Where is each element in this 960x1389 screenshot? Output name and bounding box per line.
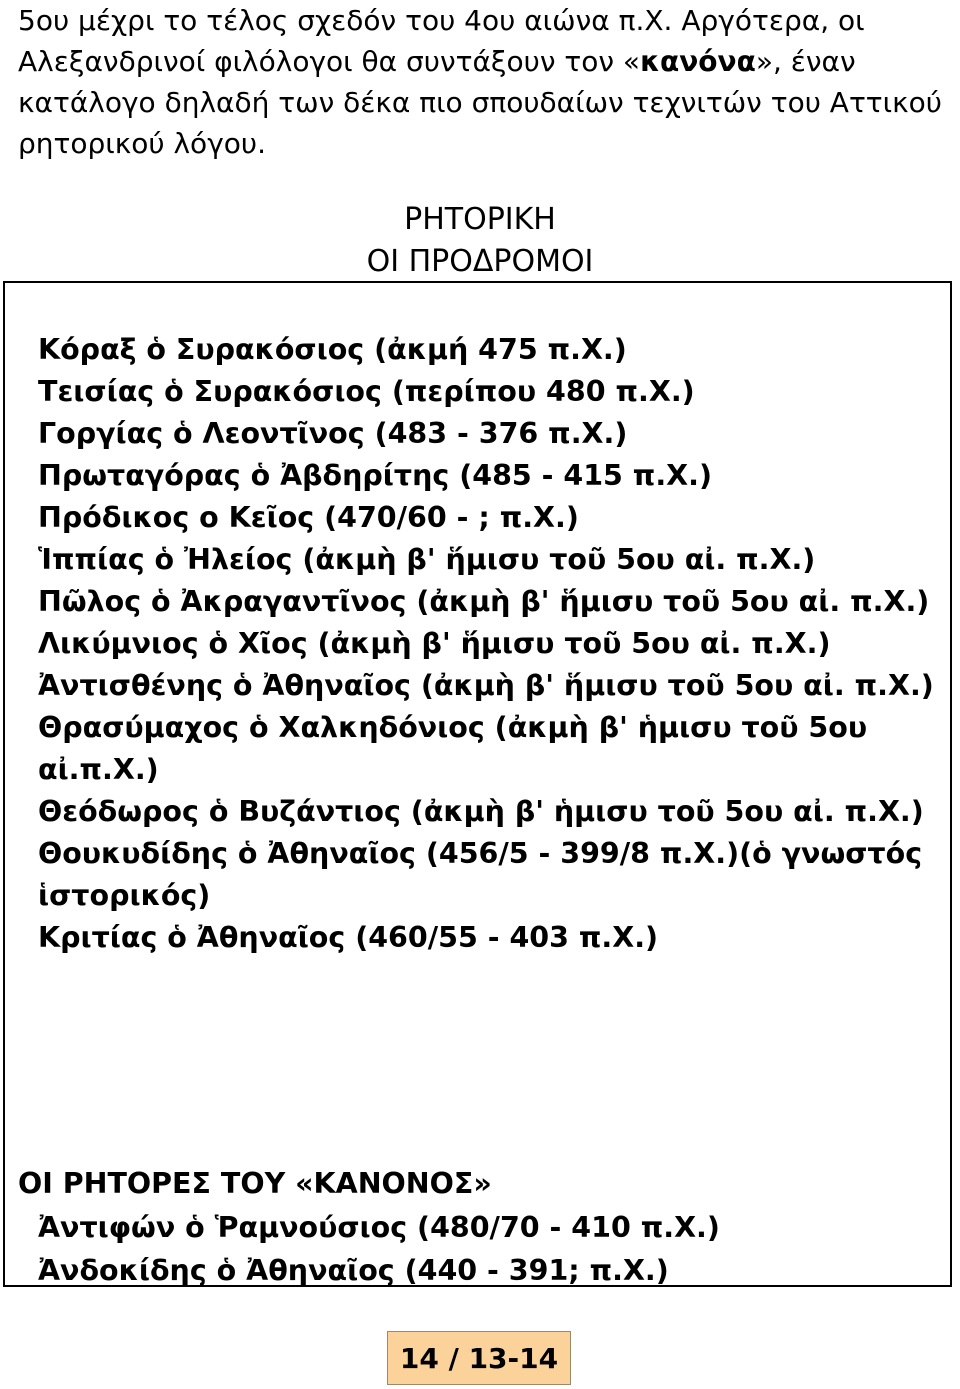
list-item: Πῶλος ὁ Ἀκραγαντῖνος (ἀκμὴ β' ἥμισυ τοῦ 5ου αἰ. π.Χ.): [38, 585, 930, 618]
list-item: Κριτίας ὁ Ἀθηναῖος (460/55 - 403 π.Χ.): [38, 921, 659, 954]
list-item: Θουκυδίδης ὁ Ἀθηναῖος (456/5 - 399/8 π.Χ.)(ὁ γνωστός ἱστορικός): [38, 837, 923, 912]
list-item: Τεισίας ὁ Συρακόσιος (περίπου 480 π.Χ.): [38, 375, 695, 408]
list-item: Γοργίας ὁ Λεοντῖνος (483 - 376 π.Χ.): [38, 417, 628, 450]
precursors-list: [18, 329, 938, 959]
list-item: Πρόδικος ο Κεῖος (470/60 - ; π.Χ.): [38, 501, 579, 534]
section-title: ΡΗΤΟΡΙΚΗ: [404, 202, 556, 237]
list-item: Κόραξ ὁ Συρακόσιος (ἀκμή 475 π.Χ.): [38, 333, 627, 366]
list-item: Θεόδωρος ὁ Βυζάντιος (ἀκμὴ β' ἡμισυ τοῦ 5ου αἰ. π.Χ.): [38, 795, 924, 828]
list-item: Λικύμνιος ὁ Χῖος (ἀκμὴ β' ἥμισυ τοῦ 5ου αἰ. π.Χ.): [38, 627, 831, 660]
list-item: Θρασύμαχος ὁ Χαλκηδόνιος (ἀκμὴ β' ἡμισυ τοῦ 5ου αἰ.π.Χ.): [38, 711, 868, 786]
page-number: 14 / 13-14: [387, 1331, 571, 1385]
intro-kanona-term: κανόνα: [640, 45, 756, 78]
canon-title: ΟΙ ΡΗΤΟΡΕΣ ΤΟΥ «ΚΑΝΟΝΟΣ»: [18, 1167, 492, 1200]
intro-text-end: », έναν κατάλογο δηλαδή των δέκα πιο σπουδαίων τεχνιτών του Αττικού ρητορικού λόγου.: [18, 45, 942, 160]
section-subtitle: ΟΙ ΠΡΟΔΡΟΜΟΙ: [366, 244, 594, 279]
intro-text-start: 5ου μέχρι το τέλος σχεδόν του 4ου αιώνα π.Χ. Αργότερα, οι Αλεξανδρινοί φιλόλογοι θα συντάξουν τον «: [18, 4, 865, 78]
intro-paragraph: [18, 0, 948, 164]
list-item: Ἀντισθένης ὁ Ἀθηναῖος (ἀκμὴ β' ἥμισυ τοῦ 5ου αἰ. π.Χ.): [38, 669, 934, 702]
list-item: Πρωταγόρας ὁ Ἀβδηρίτης (485 - 415 π.Χ.): [38, 459, 713, 492]
list-item: Ἱππίας ὁ Ἠλείος (ἀκμὴ β' ἥμισυ τοῦ 5ου αἰ. π.Χ.): [38, 543, 816, 576]
list-item: Ἀνδοκίδης ὁ Ἀθηναῖος (440 - 391; π.Χ.): [38, 1254, 669, 1287]
list-item: Ἀντιφών ὁ Ῥαμνούσιος (480/70 - 410 π.Χ.): [38, 1211, 720, 1244]
canon-list: [18, 1206, 938, 1292]
